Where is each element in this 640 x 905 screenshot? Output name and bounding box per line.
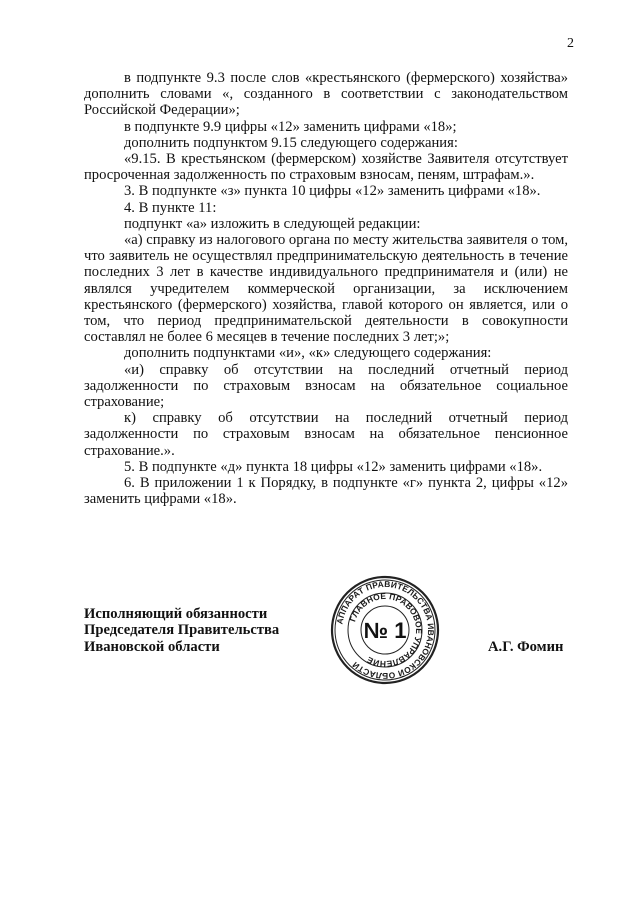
- seal-ring-text: АППАРАТ ПРАВИТЕЛЬСТВА ИВАНОВСКОЙ ОБЛАСТИ: [334, 578, 437, 682]
- paragraph: 6. В приложении 1 к Порядку, в подпункте «г» пункта 2, цифры «12» заменить цифрами «18».: [84, 475, 568, 508]
- signatory-title-line: Председателя Правительства: [84, 622, 280, 639]
- signatory-title-line: Ивановской области: [84, 638, 220, 655]
- seal-icon: [330, 575, 440, 685]
- paragraph: подпункт «а» изложить в следующей редакции:: [124, 215, 421, 232]
- paragraph: 3. В подпункте «з» пункта 10 цифры «12» заменить цифрами «18».: [124, 183, 541, 200]
- signatory-title: [84, 606, 279, 655]
- paragraph: 5. В подпункте «д» пункта 18 цифры «12» заменить цифрами «18».: [124, 458, 543, 475]
- page-number: 2: [567, 36, 574, 51]
- paragraph: «и) справку об отсутствии на последний отчетный период задолженности по страховым взносам на обязательное социальное страхование;: [84, 361, 568, 411]
- paragraph: дополнить подпунктом 9.15 следующего содержания:: [124, 134, 458, 151]
- paragraph: дополнить подпунктами «и», «к» следующего содержания:: [124, 345, 492, 362]
- signatory-title-line: Исполняющий обязанности: [84, 606, 268, 622]
- official-seal: [330, 575, 440, 685]
- paragraph: к) справку об отсутствии на последний отчетный период задолженности по страховым взносам на обязательное пенсионное страхование.».: [84, 410, 568, 459]
- paragraph: «9.15. В крестьянском (фермерском) хозяйстве Заявителя отсутствует просроченная задолженность по страховым взносам, пеням, штрафам.».: [84, 151, 568, 184]
- paragraph: 4. В пункте 11:: [124, 199, 217, 216]
- document-body: [84, 70, 568, 507]
- seal-number: № 1: [363, 618, 407, 643]
- paragraph: в подпункте 9.3 после слов «крестьянского (фермерского) хозяйства» дополнить словами «, созданного в соответствии с законодательством Российской Федерации»;: [84, 70, 568, 119]
- paragraph: «а) справку из налогового органа по месту жительства заявителя о том, что заявитель не осуществлял предпринимательскую деятельность в течение последних 3 лет в качестве индивидуального предпринимателя и (или) не являлся учредителем коммерческой организации, за исключением крестьянского (фермерского) хозяйства, главой которого он является, или о том, что период предпринимательской деятельности в совокупности составлял не более 6 месяцев в течение последних 3 лет;»;: [84, 232, 568, 346]
- seal-inner-text: ГЛАВНОЕ ПРАВОВОЕ УПРАВЛЕНИЕ: [347, 590, 425, 670]
- signatory-name: А.Г. Фомин: [488, 639, 564, 655]
- paragraph: в подпункте 9.9 цифры «12» заменить цифрами «18»;: [124, 118, 457, 135]
